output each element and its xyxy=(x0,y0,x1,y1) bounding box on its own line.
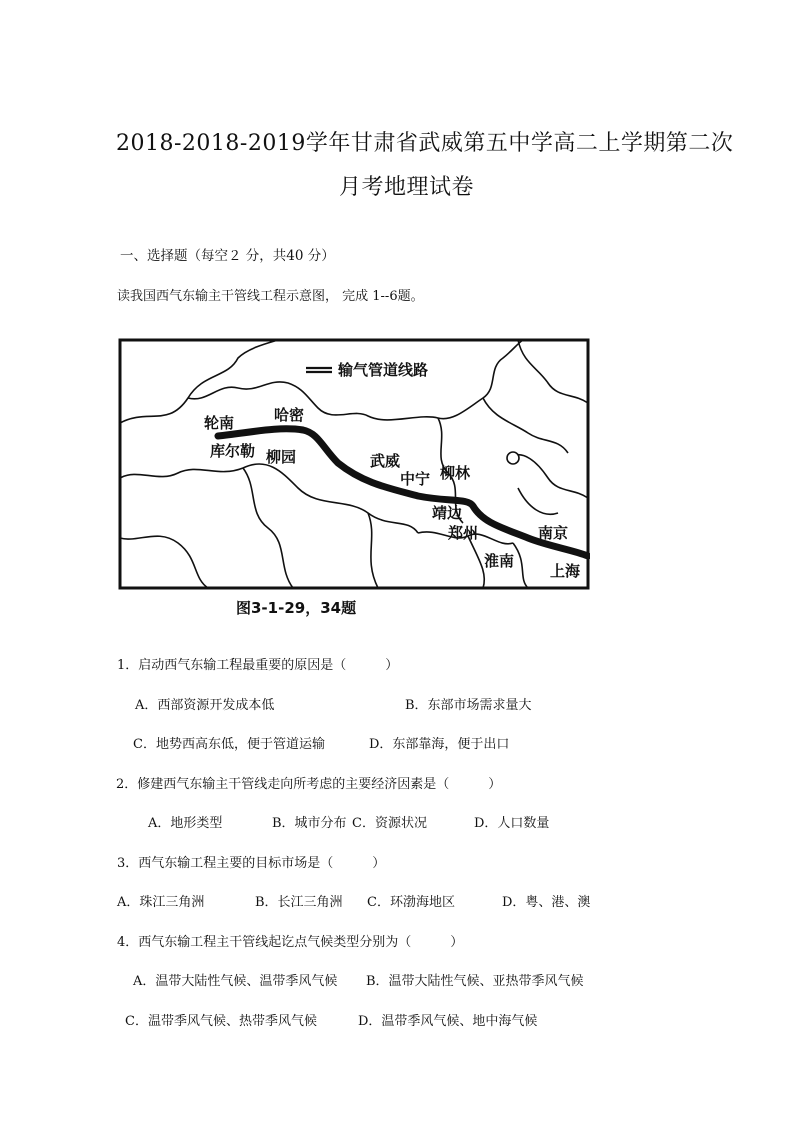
label-liulin: 柳林 xyxy=(440,464,471,482)
label-wuwei: 武威 xyxy=(370,452,401,470)
question-2-stem: 2．修建西气东输主干管线走向所考虑的主要经济因素是（ ） xyxy=(116,777,502,792)
paper-title-line2: 月考地理试卷 xyxy=(339,175,475,200)
map-caption: 图3-1-29，34题 xyxy=(236,599,357,617)
label-lunnan: 轮南 xyxy=(204,414,235,432)
question-2-option-b: B．城市分布 xyxy=(272,816,347,831)
question-4-option-a: A．温带大陆性气候、温带季风气候 xyxy=(133,974,338,989)
label-jingbian: 靖边 xyxy=(432,504,463,522)
legend-label: 输气管道线路 xyxy=(338,361,429,379)
paper-title-line1: 2018-2018-2019学年甘肃省武威第五中学高二上学期第二次 xyxy=(116,131,734,156)
label-kuerle: 库尔勒 xyxy=(210,442,256,460)
question-1-stem: 1．启动西气东输工程最重要的原因是（ ） xyxy=(117,658,399,673)
question-1-option-c: C．地势西高东低，便于管道运输 xyxy=(133,737,325,752)
label-shanghai: 上海 xyxy=(550,562,581,580)
intro-text: 读我国西气东输主干管线工程示意图， 完成 1--6题。 xyxy=(117,289,424,304)
question-2-option-d: D．人口数量 xyxy=(474,816,550,831)
question-2-option-a: A．地形类型 xyxy=(148,816,223,831)
label-zhengzhou: 郑州 xyxy=(448,524,479,542)
question-4-option-c: C．温带季风气候、热带季风气候 xyxy=(125,1014,317,1029)
label-huainan: 淮南 xyxy=(484,552,515,570)
question-3-option-c: C．环渤海地区 xyxy=(367,895,455,910)
label-zhongning: 中宁 xyxy=(400,470,431,488)
label-hami: 哈密 xyxy=(274,406,305,424)
label-liuyuan: 柳园 xyxy=(266,448,297,466)
question-4-option-d: D．温带季风气候、地中海气候 xyxy=(358,1014,538,1029)
question-3-option-d: D．粤、港、澳 xyxy=(502,895,591,910)
question-4-option-b: B．温带大陆性气候、亚热带季风气候 xyxy=(366,974,584,989)
question-1-option-a: A．西部资源开发成本低 xyxy=(135,698,275,713)
question-1-option-d: D．东部靠海，便于出口 xyxy=(369,737,510,752)
question-3-stem: 3．西气东输工程主要的目标市场是（ ） xyxy=(117,856,386,871)
question-2-option-c: C．资源状况 xyxy=(352,816,427,831)
question-1-option-b: B．东部市场需求量大 xyxy=(405,698,532,713)
question-3-option-b: B．长江三角洲 xyxy=(255,895,343,910)
label-nanjing: 南京 xyxy=(538,524,569,542)
question-3-option-a: A．珠江三角洲 xyxy=(117,895,205,910)
section-heading: 一、选择题（每空２ 分，共40 分） xyxy=(120,248,335,264)
pipeline-map xyxy=(118,338,590,596)
question-4-stem: 4．西气东输工程主干管线起讫点气候类型分别为（ ） xyxy=(117,935,464,950)
